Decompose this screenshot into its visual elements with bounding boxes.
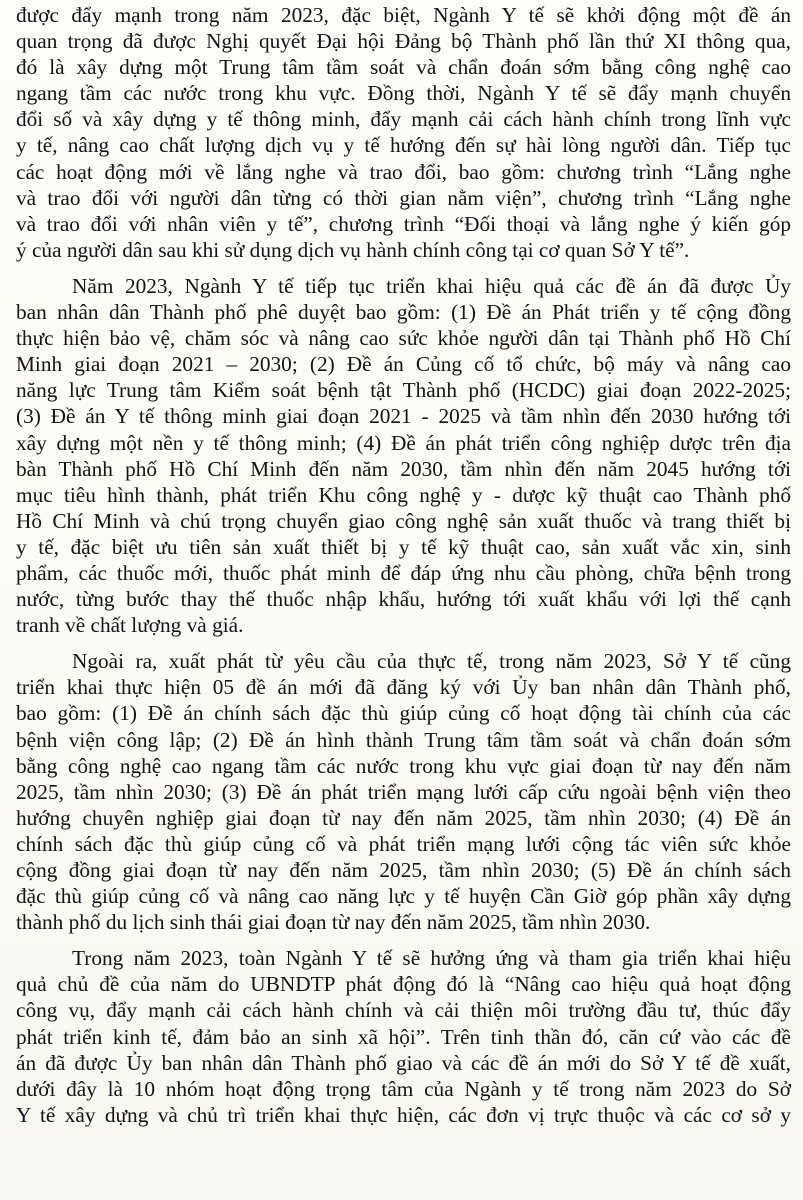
text-line: triển khai thực hiện 05 đề án mới đã đăng ký với Ủy ban nhân dân Thành phố, — [16, 675, 791, 700]
text-line: quan trọng đã được Nghị quyết Đại hội Đảng bộ Thành phố lần thứ XI thông qua, — [16, 29, 791, 54]
text-line-first: Ngoài ra, xuất phát từ yêu cầu của thực tế, trong năm 2023, Sở Y tế cũng — [72, 649, 791, 674]
text-line: năng lực Trung tâm Kiểm soát bệnh tật Thành phố (HCDC) giai đoạn 2022-2025; — [16, 378, 791, 403]
paragraph-1 — [16, 2, 791, 263]
text-line: đặc thù giúp củng cố và nâng cao năng lực y tế huyện Cần Giờ góp phần xây dựng — [16, 884, 791, 909]
paragraph-4 — [16, 945, 791, 1128]
text-line: thành phố du lịch sinh thái giai đoạn từ nay đến năm 2025, tầm nhìn 2030. — [16, 910, 651, 935]
text-line: đổi số và xây dựng y tế thông minh, đẩy mạnh cải cách hành chính trong lĩnh vực — [16, 107, 791, 132]
text-line: và trao đổi với người dân từng có thời gian nằm viện”, chương trình “Lắng nghe — [16, 185, 791, 210]
text-line: quả chủ đề của năm do UBNDTP phát động đó là “Nâng cao hiệu quả hoạt động — [16, 972, 791, 997]
text-line: bệnh viện công lập; (2) Đề án hình thành Trung tâm tầm soát và chẩn đoán sớm — [16, 727, 791, 752]
text-line: ý của người dân sau khi sử dụng dịch vụ hành chính công tại cơ quan Sở Y tế”. — [16, 237, 690, 262]
text-line: Y tế xây dựng và chủ trì triển khai thực hiện, các đơn vị trực thuộc và các cơ sở y — [16, 1102, 791, 1127]
text-line: bằng công nghệ cao ngang tầm các nước trong khu vực giai đoạn từ nay đến năm — [16, 753, 791, 778]
text-line: chính sách đặc thù giúp củng cố và phát triển mạng lưới cộng tác viên sức khỏe — [16, 831, 791, 856]
text-line: 2025, tầm nhìn 2030; (3) Đề án phát triển mạng lưới cấp cứu ngoài bệnh viện theo — [16, 779, 791, 804]
text-line: nước, từng bước thay thế thuốc nhập khẩu, hướng tới xuất khẩu với lợi thế cạnh — [16, 587, 791, 612]
text-line: bàn Thành phố Hồ Chí Minh đến năm 2030, tầm nhìn đến năm 2045 hướng tới — [16, 456, 791, 481]
text-line: y tế, nâng cao chất lượng dịch vụ y tế hướng đến sự hài lòng người dân. Tiếp tục — [16, 133, 791, 158]
text-line: ban nhân dân Thành phố phê duyệt bao gồm: (1) Đề án Phát triển y tế cộng đồng — [16, 300, 791, 325]
text-line: xây dựng một nền y tế thông minh; (4) Đề án phát triển công nghiệp dược trên địa — [16, 430, 791, 455]
text-line: và trao đổi với nhân viên y tế”, chương trình “Đối thoại và lắng nghe ý kiến góp — [16, 211, 791, 236]
text-line: hướng chuyên nghiệp giai đoạn từ nay đến năm 2025, tầm nhìn 2030; (4) Đề án — [16, 805, 791, 830]
text-line: công vụ, đẩy mạnh cải cách hành chính và cải thiện môi trường đầu tư, thúc đẩy — [16, 998, 791, 1023]
text-line: (3) Đề án Y tế thông minh giai đoạn 2021 - 2025 và tầm nhìn đến 2030 hướng tới — [16, 404, 791, 429]
text-line: Hồ Chí Minh và chú trọng chuyển giao công nghệ sản xuất thuốc và trang thiết bị — [16, 508, 791, 533]
text-line: mục tiêu hình thành, phát triển Khu công nghệ y - dược kỹ thuật cao Thành phố — [16, 482, 791, 507]
paragraph-2 — [16, 273, 791, 638]
paragraph-3 — [16, 648, 791, 935]
text-line: Minh giai đoạn 2021 – 2030; (2) Đề án Củng cố tổ chức, bộ máy và nâng cao — [16, 352, 791, 377]
text-line: ngang tầm các nước trong khu vực. Đồng thời, Ngành Y tế sẽ đẩy mạnh chuyển — [16, 81, 791, 106]
text-line: y tế, đặc biệt ưu tiên sản xuất thiết bị y tế kỹ thuật cao, sản xuất vắc xin, sinh — [16, 534, 791, 559]
text-line-first: Năm 2023, Ngành Y tế tiếp tục triển khai hiệu quả các đề án đã được Ủy — [72, 273, 791, 298]
text-line: dưới đây là 10 nhóm hoạt động trọng tâm của Ngành y tế trong năm 2023 do Sở — [16, 1076, 791, 1101]
text-line: phẩm, các thuốc mới, thuốc phát minh để đáp ứng nhu cầu phòng, chữa bệnh trong — [16, 560, 791, 585]
text-line: thực hiện bảo vệ, chăm sóc và nâng cao sức khỏe người dân tại Thành phố Hồ Chí — [16, 326, 791, 351]
text-line-first: Trong năm 2023, toàn Ngành Y tế sẽ hưởng ứng và tham gia triển khai hiệu — [72, 946, 791, 971]
text-line: được đẩy mạnh trong năm 2023, đặc biệt, Ngành Y tế sẽ khởi động một đề án — [16, 3, 791, 27]
text-line: đó là xây dựng một Trung tâm tầm soát và chẩn đoán sớm bằng công nghệ cao — [16, 55, 791, 80]
text-line: cộng đồng giai đoạn từ nay đến năm 2025, tầm nhìn 2030; (5) Đề án chính sách — [16, 858, 791, 882]
text-line: tranh về chất lượng và giá. — [16, 613, 244, 638]
text-line: án đã được Ủy ban nhân dân Thành phố giao và các đề án mới do Sở Y tế đề xuất, — [16, 1050, 791, 1075]
text-line: phát triển kinh tế, đảm bảo an sinh xã hội”. Trên tinh thần đó, căn cứ vào các đề — [16, 1024, 791, 1049]
text-line: các hoạt động mới về lắng nghe và trao đổi, bao gồm: chương trình “Lắng nghe — [16, 159, 791, 184]
text-line: bao gồm: (1) Đề án chính sách đặc thù giúp củng cố hoạt động tài chính của các — [16, 701, 791, 726]
